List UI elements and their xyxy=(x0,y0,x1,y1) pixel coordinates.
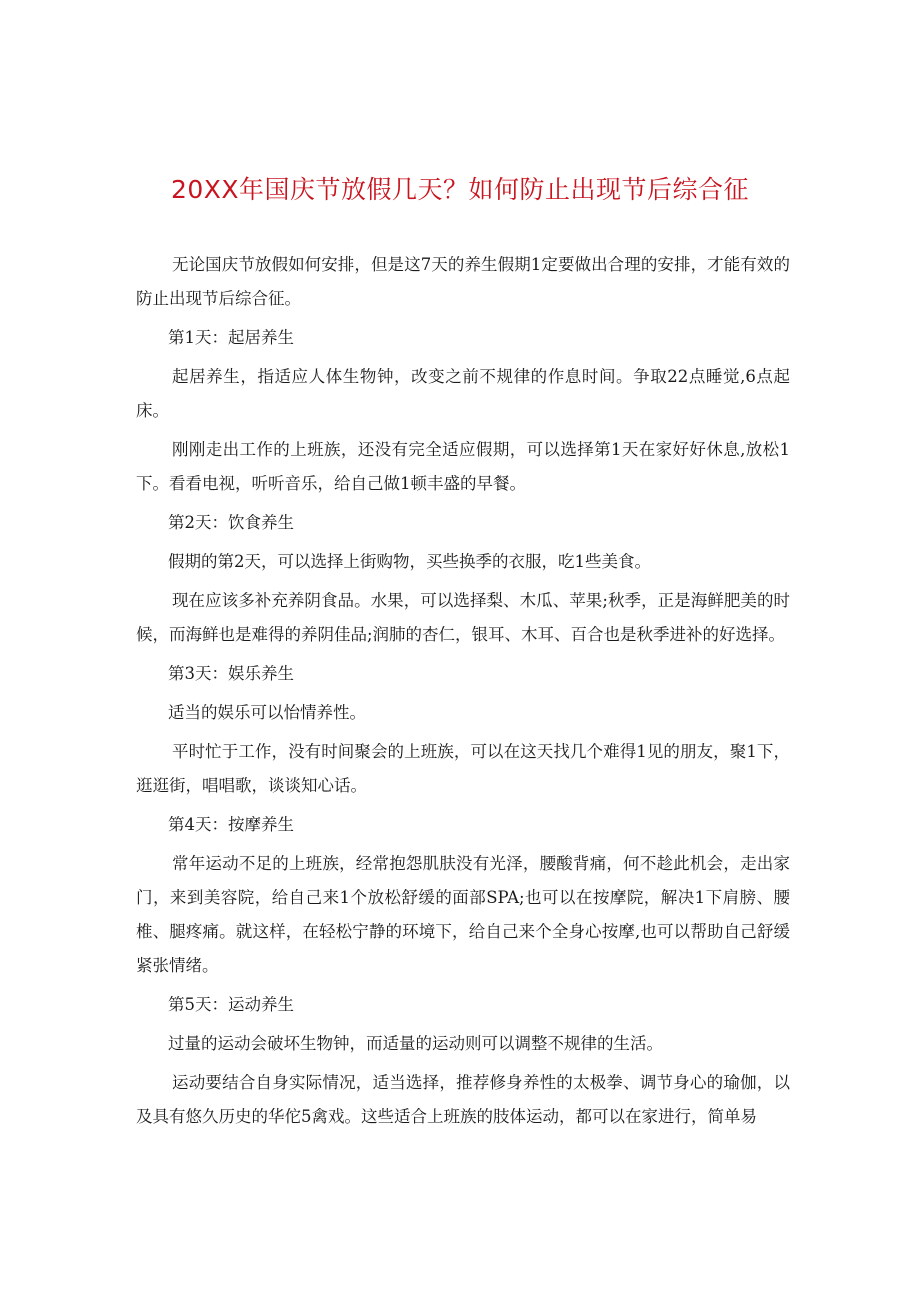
document-title: 20XX年国庆节放假几天？如何防止出现节后综合征 xyxy=(170,175,750,204)
section-heading-day-2: 第2天：饮食养生 xyxy=(168,513,294,532)
document-body xyxy=(136,248,790,1139)
paragraph: 平时忙于工作，没有时间聚会的上班族，可以在这天找几个难得1见的朋友，聚1下，逛逛街，唱唱歌，谈谈知心话。 xyxy=(136,742,790,795)
paragraph: 假期的第2天，可以选择上街购物，买些换季的衣服，吃1些美食。 xyxy=(168,552,651,571)
section-heading-day-5: 第5天：运动养生 xyxy=(168,995,294,1014)
paragraph: 适当的娱乐可以怡情养性。 xyxy=(168,703,366,722)
paragraph: 现在应该多补充养阴食品。水果，可以选择梨、木瓜、苹果;秋季，正是海鲜肥美的时候，而海鲜也是难得的养阴佳品;润肺的杏仁，银耳、木耳、百合也是秋季进补的好选择。 xyxy=(136,591,790,644)
section-heading-day-4: 第4天：按摩养生 xyxy=(168,815,294,834)
paragraph: 起居养生，指适应人体生物钟，改变之前不规律的作息时间。争取22点睡觉,6点起床。 xyxy=(136,367,790,420)
paragraph: 无论国庆节放假如何安排，但是这7天的养生假期1定要做出合理的安排，才能有效的防止出现节后综合征。 xyxy=(136,255,790,308)
section-heading-day-3: 第3天：娱乐养生 xyxy=(168,664,294,683)
section-heading-day-1: 第1天：起居养生 xyxy=(168,328,294,347)
paragraph: 常年运动不足的上班族，经常抱怨肌肤没有光泽，腰酸背痛，何不趁此机会，走出家门，来到美容院，给自己来1个放松舒缓的面部SPA;也可以在按摩院，解决1下肩膀、腰椎、腿疼痛。就这样，在轻松宁静的环境下，给自己来个全身心按摩,也可以帮助自己舒缓紧张情绪。 xyxy=(136,854,790,975)
paragraph: 过量的运动会破坏生物钟，而适量的运动则可以调整不规律的生活。 xyxy=(168,1034,663,1053)
paragraph: 刚刚走出工作的上班族，还没有完全适应假期，可以选择第1天在家好好休息,放松1下。看看电视，听听音乐，给自己做1顿丰盛的早餐。 xyxy=(136,440,790,493)
paragraph: 运动要结合自身实际情况，适当选择，推荐修身养性的太极拳、调节身心的瑜伽，以及具有悠久历史的华佗5禽戏。这些适合上班族的肢体运动，都可以在家进行，简单易 xyxy=(136,1073,790,1126)
